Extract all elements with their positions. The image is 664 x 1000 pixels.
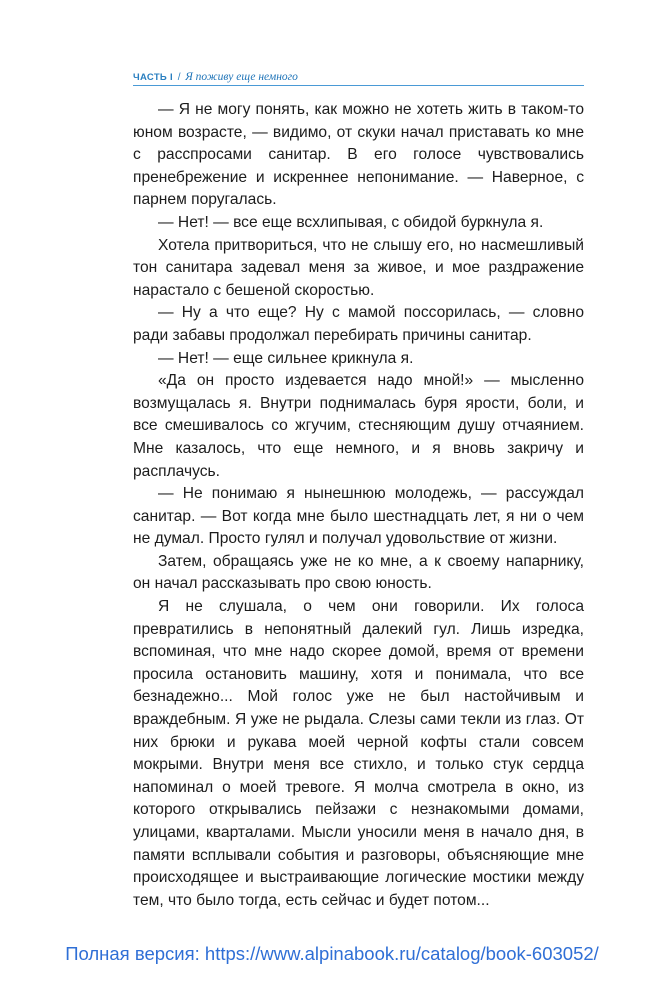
paragraph: Затем, обращаясь уже не ко мне, а к своему напарнику, он начал рассказывать про свою юность. [133, 552, 584, 593]
paragraph: — Ну а что еще? Ну с мамой поссорилась, — словно ради забавы продолжал перебирать причины санитар. [133, 304, 584, 344]
paragraph: — Нет! — еще сильнее крикнула я. [158, 349, 414, 367]
paragraph: «Да он просто издевается надо мной!» — мысленно возмущалась я. Внутри поднималась буря ярости, боли, и все смешивалось со жгучим, стесняющим душу отчаянием. Мне казалось, что еще немного, и я вновь закричу и расплачусь. [133, 372, 584, 480]
full-version-link[interactable]: Полная версия: https://www.alpinabook.ru/catalog/book-603052/ [65, 943, 599, 964]
header-separator: / [177, 72, 181, 83]
part-label: ЧАСТЬ I [133, 72, 173, 83]
paragraph: Хотела притвориться, что не слышу его, но насмешливый тон санитара задевал меня за живое, и мое раздражение нарастало с бешеной скоростью. [133, 236, 584, 299]
running-header [133, 70, 583, 85]
paragraph: Я не слушала, о чем они говорили. Их голоса превратились в непонятный далекий гул. Лишь изредка, вспоминая, что мне надо скорее домой, время от времени просила остановить машину, хотя и понимала, что все безнадежно... Мой голос уже не был настойчивым и враждебным. Я уже не рыдала. Слезы сами текли из глаз. От них брюки и рукава моей черной кофты стали совсем мокрыми. Внутри меня все стихло, и только стук сердца напоминал о моей тревоге. Я молча смотрела в окно, из которого открывались пейзажи с незнакомыми домами, улицами, кварталами. Мысли уносили меня в начало дня, в памяти всплывали события и разговоры, объясняющие мне происходящее и выстраивающие логические мостики между тем, что было тогда, есть сейчас и будет потом... [133, 598, 584, 909]
header-rule [133, 85, 584, 86]
paragraph: — Нет! — все еще всхлипывая, с обидой буркнула я. [158, 213, 544, 231]
book-title: Я поживу еще немного [185, 71, 298, 83]
paragraph: — Я не могу понять, как можно не хотеть жить в таком-то юном возрасте, — видимо, от скуки начал приставать ко мне с расспросами санитар. В его голосе чувствовались пренебрежение и искреннее непонимание. — Наверное, с парнем поругалась. [133, 101, 584, 209]
body-text [133, 99, 584, 912]
paragraph: — Не понимаю я нынешнюю молодежь, — рассуждал санитар. — Вот когда мне было шестнадцать лет, я ни о чем не думал. Просто гулял и получал удовольствие от жизни. [133, 485, 584, 548]
